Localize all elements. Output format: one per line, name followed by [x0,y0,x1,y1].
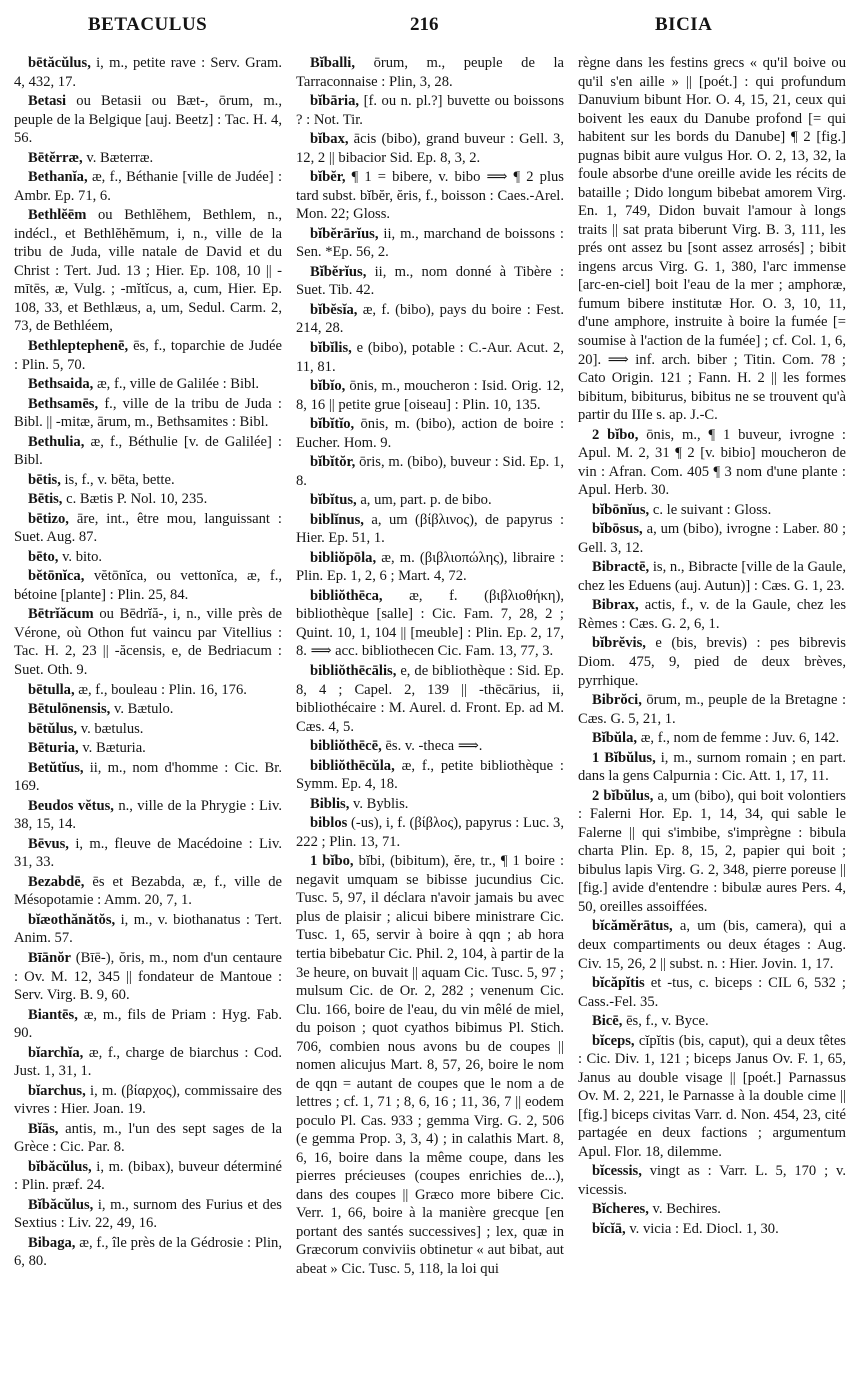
dictionary-entry [296,757,564,794]
dictionary-entry [578,787,846,917]
dictionary-entry [296,453,564,490]
entry-headword: Bethleptephenē, [28,337,129,354]
entry-definition: c. Bætis P. Nol. 10, 235. [66,491,208,508]
entry-headword: bētis, [28,471,61,488]
entry-definition: æ, f., nom de femme : Juv. 6, 142. [640,730,840,747]
dictionary-entry [578,691,846,728]
dictionary-entry [14,567,282,604]
entry-headword: bĭceps, [592,1032,635,1049]
entry-headword: bibliŏthēca, [310,587,383,604]
dictionary-entry [14,375,282,394]
entry-headword: bĭbĕrārĭus, [310,225,379,242]
entry-headword: Bĭbĕrĭus, [310,263,367,280]
dictionary-entry [296,377,564,414]
entry-definition: ¶ 1 = bibere, v. bibo ⟹ ¶ 2 plus tard subst. bĭbĕr, ĕris, f., boisson : Caes.-Arel. Mon. 22; Gloss. [296,169,564,223]
entry-definition: v. vicia : Ed. Diocl. 1, 30. [629,1220,779,1237]
entry-definition: a, um, part. p. de bibo. [360,492,492,509]
entry-headword: Betŭtĭus, [28,759,84,776]
dictionary-entry [14,949,282,1005]
entry-headword: bĭcăpĭtis [592,975,645,992]
dictionary-entry [14,797,282,834]
entry-headword: bibliŏthēcē, [310,738,382,755]
dictionary-entry [14,911,282,948]
entry-headword: bĭbĭtŏr, [310,454,356,471]
entry-headword: bētizo, [28,510,69,527]
entry-definition: vingt as : Varr. L. 5, 170 ; v. vicessis. [578,1163,846,1198]
entry-headword: bĭarchĭa, [28,1044,84,1061]
entry-definition: vĕtōnĭca, ou vettonĭca, æ, f., bétoine [plante] : Plin. 25, 84. [14,568,282,603]
entry-headword: bĭcămĕrātus, [592,918,673,935]
entry-definition: i, m. (βίαρχος), commissaire des vivres : Hier. Joan. 19. [14,1082,282,1118]
entry-definition: ou Bēdrĭă-, i, n., ville près de Vérone, où Othon fut vaincu par Vitellius : Tac. H. 2, 23 || -ăcensis, e, de Bedriacum : Suet. Oth. 9. [14,606,282,678]
entry-definition: v. Bechires. [652,1201,721,1218]
entry-headword: Bĭcheres, [592,1201,649,1218]
entry-definition: a, um (βίβλινος), de papyrus : Hier. Ep. 51, 1. [296,511,564,547]
entry-definition: v. Bæturia. [82,740,146,757]
entry-definition: bĭbi, (bibitum), ĕre, tr., ¶ 1 boire : negavit umquam se bibisse jucundius Cic. Tusc. 5, 97, il déclara n'avoir jamais bu avec plus de plaisir ; alicui bibere ministrare Cic. Tusc. 1, 65, servir à boire à qqn ; ab hora tertia bibebatur Cic. Phil. 2, 104, à partir de la 3e heure, on buvait || aquam Cic. Tusc. 5, 97 ; mulsum Cic. de Or. 2, 282 ; venenum Cic. Clu. 166, boire de l'eau, du vin mêlé de miel, du poison ; quot cyathos bibimus Pl. Stich. 706, combien nous avons bu de coupes || nomen alicujus Mart. 8, 57, 26, boire le nom de qqn = autant de coupes que le nom a de lettres ; cf. 1, 71 ; 8, 6, 16 ; 11, 36, 7 || eodem poculo Pl. Cas. 933 ; gemma Virg. G. 2, 506 (e gemma Prop. 3, 3, 4) ; in calathis Mart. 8, 6, 16, boire dans la même coupe, dans les pierres précieuses (coupes enrichies de...), dans des coupes || Græco more bibere Cic. Verr. 1, 66, boire à la manière grecque [en portant des santés successives] ; lex, quæ in Græcorum conviviis obtinetur « aut bibat, aut abeat » Cic. Tusc. 5, 118, la loi qui [296,853,564,1277]
entry-headword: bĭcĭā, [592,1220,626,1237]
entry-headword: Bētrĭăcum [28,606,94,623]
dictionary-entry [14,1120,282,1157]
dictionary-entry [578,1032,846,1162]
running-head-left: BETACULUS [88,14,208,35]
entry-definition: ōnis, m., ¶ 1 buveur, ivrogne : Apul. M. 2, 31 ¶ 2 [v. bibio] moucheron de vin : Afran. Com. 405 ¶ 3 nom d'une plante : Apul. Herb. 30. [578,426,846,499]
dictionary-entry [14,605,282,679]
entry-headword: bētŭlus, [28,720,78,737]
dictionary-entry [296,737,564,756]
dictionary-entry [14,1196,282,1233]
dictionary-entry [14,835,282,872]
entry-headword: bĭbĭlis, [310,339,352,356]
running-head-right: BICIA [655,14,713,35]
dictionary-entry [14,337,282,374]
entry-definition: i, m., v. biothanatus : Tert. Anim. 57. [14,911,282,947]
dictionary-entry [578,749,846,786]
entry-headword: bĭbĭtĭo, [310,416,355,433]
entry-definition: æ, m., fils de Priam : Hyg. Fab. 90. [14,1006,282,1042]
dictionary-entry [14,54,282,91]
dictionary-entry [578,501,846,520]
entry-definition: v. Bæterræ. [86,149,154,166]
dictionary-entry [578,917,846,973]
entry-definition: a, um (bibo), ivrogne : Laber. 80 ; Gell. 3, 12. [578,521,846,556]
entry-headword: biblos [310,815,348,832]
entry-headword: bĭæothănătŏs, [28,911,116,928]
dictionary-entry [14,548,282,567]
dictionary-entry [296,491,564,510]
entry-definition: ōnis, m., moucheron : Isid. Orig. 12, 8, 16 || petite grue [oiseau] : Plin. 10, 135. [296,378,564,413]
entry-headword: bētăcŭlus, [28,55,91,71]
page-number: 216 [410,14,439,35]
entry-headword: Bētĕrræ, [28,149,83,166]
column-2 [296,54,564,1369]
entry-definition: ōris, m. (bibo), buveur : Sid. Ep. 1, 8. [296,454,564,489]
dictionary-entry [578,520,846,557]
dictionary-entry [296,301,564,338]
dictionary-entry [14,168,282,205]
entry-definition: a, um (bibo), qui boit volontiers : Falerni Hor. Ep. 1, 14, 34, qui sable le Falerne || qui s'imbibe, s'imprègne : bibula charta Plin. Ep. 8, 15, 2, papier qui boit ; bibulus lapis Virg. G. 2, 348, pierre poreuse || [fig.] avide d'entendre : bibulæ aures Pers. 4, 50, oreilles assoiffées. [578,787,846,915]
entry-definition: ōrum, m., peuple de la Bretagne : Cæs. G. 5, 21, 1. [578,692,846,727]
entry-headword: bēto, [28,548,59,565]
entry-headword: Bibrax, [592,597,639,614]
dictionary-entry [14,510,282,547]
dictionary-entry [578,1220,846,1239]
dictionary-entry [578,596,846,633]
entry-headword: Bĭās, [28,1120,59,1137]
entry-headword: bĭbĭo, [310,378,346,395]
entry-definition: v. Bætulo. [113,701,174,718]
entry-definition: a, um (bis, camera), qui a deux compartiments ou deux étages : Aug. Civ. 15, 26, 2 || subst. n. : Hier. Jovin. 1, 17. [578,918,846,972]
entry-headword: Bīānŏr [28,949,71,966]
entry-definition: ācis (bibo), grand buveur : Gell. 3, 12, 2 || bibacior Sid. Ep. 8, 3, 2. [296,131,564,166]
entry-headword: bibliŏpōla, [310,549,377,566]
entry-definition: æ, f., île près de la Gédrosie : Plin, 6, 80. [14,1234,282,1270]
entry-headword: Bĭballi, [310,55,356,71]
dictionary-entry [578,54,846,425]
entry-headword: Bethlĕēm [28,207,87,224]
entry-definition: æ, f., petite bibliothèque : Symm. Ep. 4, 18. [296,757,564,793]
entry-headword: Bethsamēs, [28,395,99,412]
entry-headword: Bicē, [592,1013,623,1030]
dictionary-entry [14,149,282,168]
entry-headword: bĕtōnĭca, [28,568,85,585]
entry-headword: bĭbax, [310,131,349,148]
dictionary-entry [14,1234,282,1271]
entry-headword: bĭbōnĭus, [592,501,650,518]
dictionary-entry [296,263,564,300]
entry-headword: Bethsaida, [28,376,94,393]
entry-definition: āre, int., être mou, languissant : Suet. Aug. 87. [14,510,282,546]
entry-headword: bĭbrĕvis, [592,635,646,652]
entry-headword: bibliŏthēcālis, [310,663,397,679]
dictionary-entry [14,720,282,739]
entry-headword: 2 bĭbo, [592,426,639,443]
entry-headword: Bethulia, [28,433,85,450]
dictionary-entry [14,759,282,796]
dictionary-entry [296,225,564,262]
dictionary-entry [296,795,564,814]
dictionary-entry [578,729,846,748]
dictionary-entry [578,558,846,595]
entry-headword: bĭcessis, [592,1163,642,1180]
entry-headword: Beudos vĕtus, [28,797,114,814]
dictionary-entry [578,974,846,1011]
entry-headword: 2 bĭbŭlus, [592,787,654,804]
entry-definition: æ, m. (βιβλιοπώλης), libraire : Plin. Ep. 1, 2, 6 ; Mart. 4, 72. [296,549,564,585]
entry-headword: Biblis, [310,795,350,812]
entry-definition: actis, f., v. de la Gaule, chez les Rèmes : Cæs. G. 2, 6, 1. [578,597,846,632]
entry-definition: ou Bethlĕhem, Bethlem, n., indécl., et Bethlĕhĕmum, i, n., ville de la tribu de Juda, ville natale de David et du Christ : Tert. Jud. 13 ; Hier. Ep. 108, 10 || -mītēs, æ, Vulg. ; -mĭtĭcus, a, cum, Hier. Ep. 108, 33, et Bethlæus, a, um, Sedul. Carm. 2, 73, de Bethléem, [14,207,282,335]
entry-definition: i, m., petite rave : Serv. Gram. 4, 432, 17. [14,55,282,90]
dictionary-entry [296,587,564,661]
dictionary-entry [296,92,564,129]
entry-definition: ou Betasii ou Bæt-, ōrum, m., peuple de la Belgique [auj. Beetz] : Tac. H. 4, 56. [14,93,282,147]
entry-headword: Bēvus, [28,835,69,852]
entry-definition: is, n., Bibracte [ville de la Gaule, chez les Eduens (auj. Autun)] : Cæs. G. 1, 23. [578,559,846,594]
entry-definition: n., ville de la Phrygie : Liv. 38, 15, 14. [14,797,282,833]
entry-headword: bĭbăcŭlus, [28,1158,92,1175]
entry-headword: bibliŏthēcŭla, [310,757,395,774]
dictionary-entry [296,852,564,1278]
column-1 [14,54,282,1369]
entry-definition: ēs, f., toparchie de Judée : Plin. 5, 70. [14,337,282,373]
entry-definition: v. bito. [62,548,103,565]
entry-headword: Bethanĭa, [28,169,88,186]
entry-headword: bĭbōsus, [592,521,643,538]
dictionary-entry [14,873,282,910]
entry-definition: e, de bibliothèque : Sid. Ep. 8, 4 ; Capel. 2, 139 || -thēcārius, ii, bibliothécaire : M. Aurel. d. Front. Ep. ad M. Cæs. 4, 5. [296,663,564,735]
entry-definition: ii, m., nom d'homme : Cic. Br. 169. [14,759,282,795]
entry-definition: i, m., surnom romain ; en part. dans la gens Calpurnia : Cic. Att. 1, 17, 11. [578,749,846,785]
entry-definition: v. bætulus. [80,720,144,737]
page-header [0,14,858,44]
entry-definition: (-us), i, f. (βίβλος), papyrus : Luc. 3, 222 ; Plin. 13, 71. [296,815,564,850]
dictionary-entry [14,206,282,336]
dictionary-entry [14,681,282,700]
entry-definition: æ, f., bouleau : Plin. 16, 176. [78,681,247,698]
entry-headword: 1 Bĭbŭlus, [592,749,656,766]
entry-headword: bĭbāria, [310,93,360,110]
entry-definition: ōrum, m., peuple de la Tarraconnaise : Plin, 3, 28. [296,55,564,90]
entry-definition: v. Byblis. [353,795,409,812]
entry-headword: Bētis, [28,491,63,508]
entry-definition: [f. ou n. pl.?] buvette ou boissons ? : Not. Tir. [296,93,564,128]
entry-definition: i, m. (bibax), buveur déterminé : Plin. præf. 24. [14,1158,282,1194]
entry-headword: bĭbĕsĭa, [310,301,358,318]
entry-headword: 1 bĭbo, [310,853,354,870]
dictionary-entry [296,549,564,586]
dictionary-entry [578,426,846,500]
entry-definition: règne dans les festins grecs « qu'il boive ou qu'il s'en aille » || [poét.] : qui profundum Danuvium bibunt Hor. O. 4, 15, 21, ceux qui boivent les eaux du Danube profond [= qui habitent sur les bords du Danube] ¶ 2 [fig.] pugnas bibit aure vulgus Hor. O. 2, 13, 32, la foule absorbe d'une oreille avide les récits de bataille ; Dido longum bibebat amorem Virg. En. 1, 749, Didon buvait l'amour à longs traits || sat prata biberunt Virg. B. 3, 111, les prés ont assez bu [sont assez arrosés] ; bibit ingens arcus Virg. G. 1, 380, l'arc immense [arc-en-ciel] boit l'eau de la mer ; amphoræ, fumum bibere institutæ Hor. O. 3, 10, 11, d'une amphore, instruite à boire la fumée [= soumise à l'action de la fumée] ; cf. Col. 1, 6, 20]. ⟹ inf. arch. biber ; Titin. Com. 78 ; Cato Origin. 121 ; Fann. H. 2 || les formes bibitum, bibiturus, bibitus ne se trouvent qu'à partir du IIIe s. ap. J.-C. [578,55,846,424]
dictionary-entry [296,662,564,736]
dictionary-entry [14,433,282,470]
entry-headword: Bēturia, [28,740,79,757]
entry-headword: Bĭbăcŭlus, [28,1196,94,1213]
entry-definition: ēs, f., v. Byce. [626,1013,709,1030]
entry-headword: Bibractē, [592,559,650,576]
entry-headword: Bibrŏci, [592,692,642,709]
dictionary-entry [578,1162,846,1199]
entry-headword: biblĭnus, [310,511,364,528]
entry-headword: Betasi [28,93,67,110]
entry-definition: (Bīē-), ŏris, m., nom d'un centaure : Ov. M. 12, 345 || fondateur de Mantoue : Serv. Virg. B. 9, 60. [14,949,282,1004]
entry-headword: Bibaga, [28,1234,76,1251]
entry-headword: bĭbĕr, [310,169,346,186]
entry-definition: ii, m., marchand de boissons : Sen. *Ep. 56, 2. [296,225,564,261]
dictionary-entry [296,168,564,224]
dictionary-entry [578,1200,846,1219]
dictionary-entry [296,415,564,452]
entry-definition: antis, m., l'un des sept sages de la Grèce : Cic. Par. 8. [14,1120,282,1156]
dictionary-entry [14,700,282,719]
entry-definition: ōnis, m. (bibo), action de boire : Eucher. Hom. 9. [296,416,564,451]
entry-headword: bĭbĭtus, [310,492,357,509]
entry-definition: f., ville de la tribu de Juda : Bibl. || -mitæ, ārum, m., Bethsamites : Bibl. [14,395,282,431]
entry-definition: ii, m., nom donné à Tibère : Suet. Tib. 42. [296,263,564,299]
entry-definition: æ, f., Béthulie [v. de Galilée] : Bibl. [14,433,282,469]
entry-definition: i, m., surnom des Furius et des Sextius : Liv. 22, 49, 16. [14,1196,282,1232]
dictionary-entry [296,130,564,167]
dictionary-entry [14,92,282,148]
entry-headword: Bezabdē, [28,873,85,890]
dictionary-entry [578,634,846,690]
dictionary-entry [14,1006,282,1043]
dictionary-entry [296,511,564,548]
entry-definition: is, f., v. bēta, bette. [64,471,175,488]
entry-definition: æ, f. (βιβλιοθήκη), bibliothèque [salle] : Cic. Fam. 7, 28, 2 ; Quint. 10, 1, 104 || [meuble] : Plin. Ep. 2, 17, 8. ⟹ acc. bibliothecen Cic. Fam. 13, 77, 3. [296,587,564,660]
entry-definition: æ, f. (bibo), pays du boire : Fest. 214, 28. [296,301,564,337]
dictionary-entry [296,54,564,91]
entry-definition: ēs. v. -theca ⟹. [385,738,483,755]
entry-headword: bĭarchus, [28,1082,86,1099]
column-3 [578,54,846,1369]
dictionary-entry [578,1012,846,1031]
dictionary-entry [14,1082,282,1119]
dictionary-entry [14,395,282,432]
dictionary-entry [296,339,564,376]
dictionary-entry [14,1044,282,1081]
entry-definition: cĭpĭtis (bis, caput), qui a deux têtes : Cic. Div. 1, 121 ; biceps Janus Ov. F. 1, 65, Janus au double visage || [poét.] Parnassus Ov. M. 2, 221, le Parnasse à la double cime || [fig.] biceps civitas Varr. d. Non. 454, 23, cité partagée en deux factions ; argumentum Apul. Flor. 18, dilemme. [578,1032,846,1160]
entry-headword: Biantēs, [28,1006,78,1023]
entry-definition: æ, f., charge de biarchus : Cod. Just. 1, 31, 1. [14,1044,282,1080]
dictionary-entry [14,471,282,490]
entry-definition: ēs et Bezabda, æ, f., ville de Mésopotamie : Amm. 20, 7, 1. [14,873,282,909]
entry-headword: Bētulōnensis, [28,701,111,718]
entry-definition: i, m., fleuve de Macédoine : Liv. 31, 33. [14,835,282,871]
entry-headword: bētulla, [28,681,75,698]
entry-definition: æ, f., Béthanie [ville de Judée] : Ambr. Ep. 71, 6. [14,169,282,204]
entry-definition: e (bibo), potable : C.-Aur. Acut. 2, 11, 81. [296,339,564,375]
entry-definition: et -tus, c. biceps : CIL 6, 532 ; Cass.-Fel. 35. [578,975,846,1010]
dictionary-entry [14,1158,282,1195]
entry-definition: c. le suivant : Gloss. [652,501,772,518]
entry-definition: e (bis, brevis) : pes bibrevis Diom. 475, 9, pied de deux brèves, pyrrhique. [578,635,846,689]
entry-headword: Bĭbŭla, [592,730,638,747]
entry-definition: æ, f., ville de Galilée : Bibl. [96,376,260,393]
dictionary-entry [296,814,564,851]
dictionary-entry [14,739,282,758]
dictionary-entry [14,490,282,509]
